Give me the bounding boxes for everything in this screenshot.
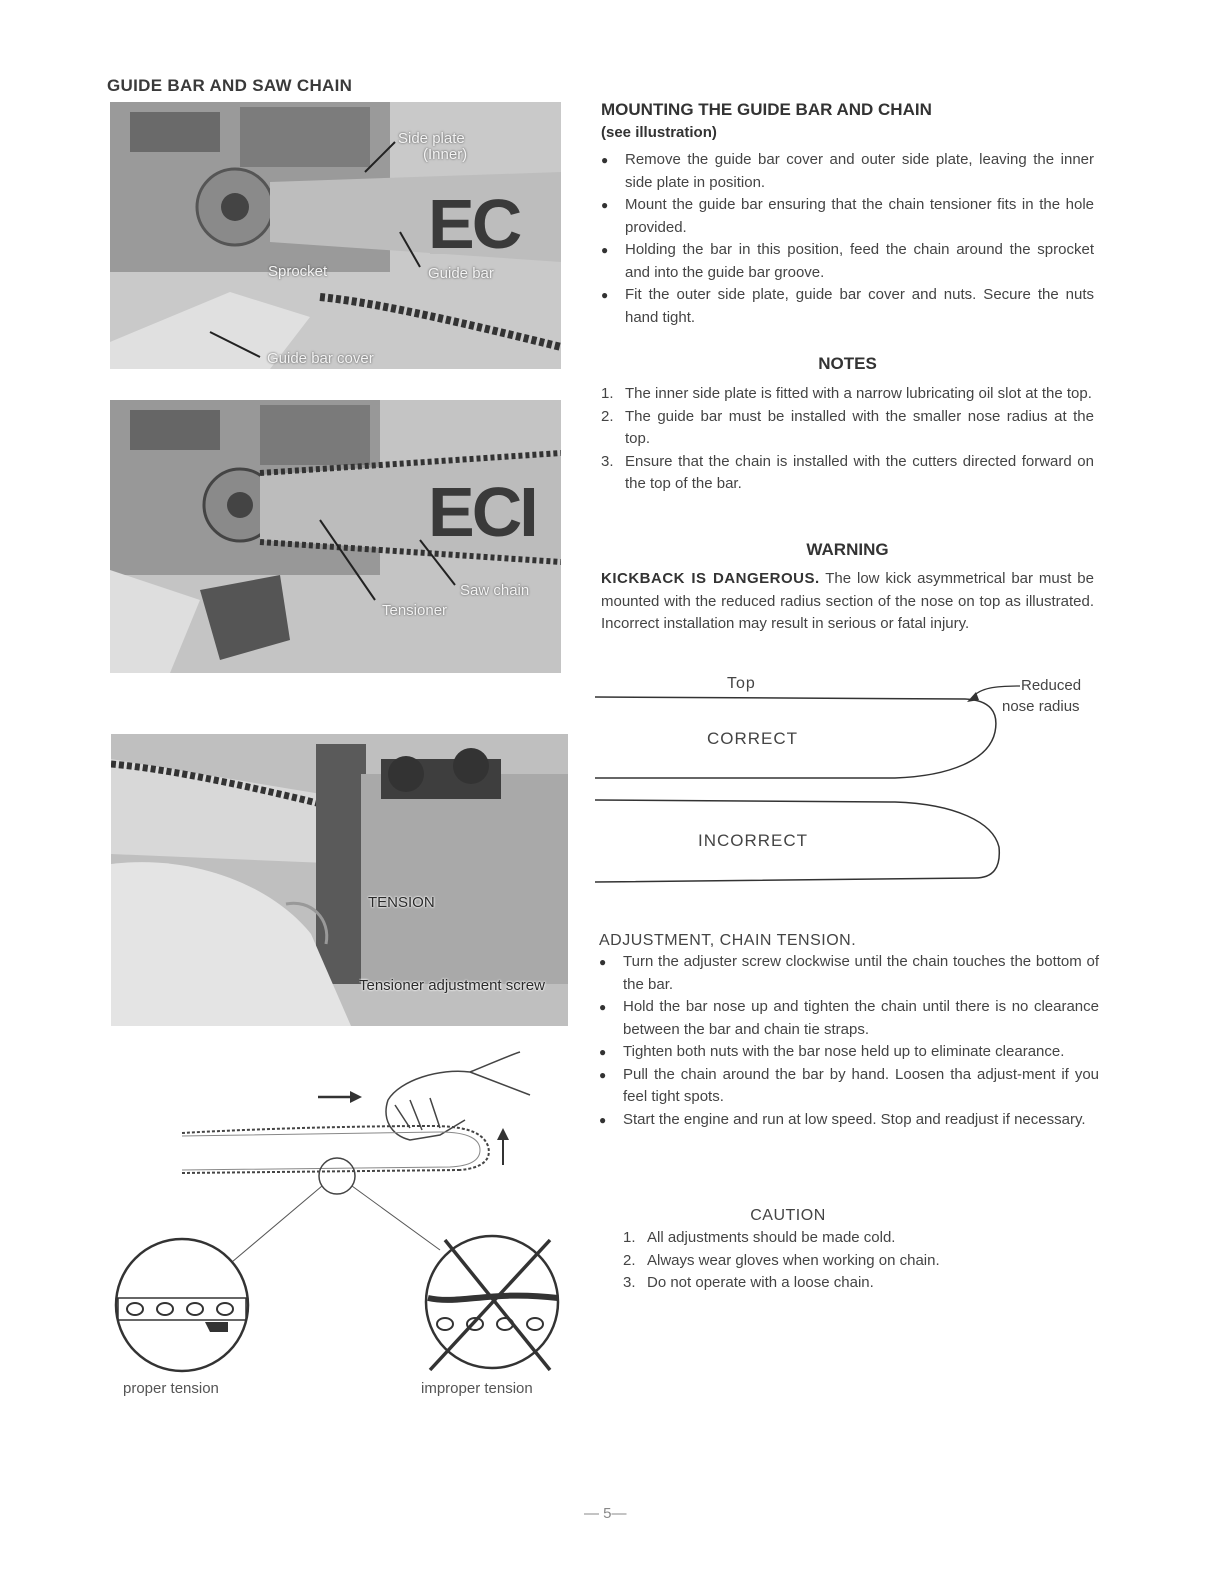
label-sprocket: Sprocket xyxy=(268,263,328,280)
label-tensioner-adjustment-screw: Tensioner adjustment screw xyxy=(359,977,545,994)
caution-section xyxy=(623,1207,953,1295)
notes-title: NOTES xyxy=(818,354,877,373)
top-label: Top xyxy=(727,675,756,692)
notes-list xyxy=(601,383,1094,496)
proper-tension-caption: proper tension xyxy=(123,1380,219,1397)
adjustment-steps xyxy=(599,951,1099,1131)
list-item: 3. Ensure that the chain is installed with the cutters directed forward on the top of the bar. xyxy=(601,452,1094,492)
proper-tension-detail xyxy=(116,1239,248,1371)
label-inner: (Inner) xyxy=(423,146,468,163)
reduced-label: Reduced xyxy=(1021,677,1082,694)
label-saw-chain: Saw chain xyxy=(460,582,530,599)
correct-label: CORRECT xyxy=(707,729,799,748)
incorrect-label: INCORRECT xyxy=(698,831,809,850)
list-item: 2. The guide bar must be installed with the smaller nose radius at the top. xyxy=(601,407,1094,447)
notes-section xyxy=(601,354,1094,496)
label-guide-bar: Guide bar xyxy=(428,265,494,282)
list-item: ● Turn the adjuster screw clockwise until the chain touches the bottom of the bar. xyxy=(599,951,1099,996)
list-item: ● Remove the guide bar cover and outer side plate, leaving the inner side plate in position. xyxy=(601,149,1094,194)
adjustment-section xyxy=(599,932,1099,1131)
chain-lower xyxy=(182,1170,460,1173)
list-item: ● Start the engine and run at low speed. Stop and readjust if necessary. xyxy=(599,1109,1099,1132)
page-number: — 5— xyxy=(584,1505,627,1522)
photo-chain-mounted xyxy=(110,400,561,673)
list-item: ● Tighten both nuts with the bar nose held up to eliminate clearance. xyxy=(599,1041,1099,1064)
list-item: ● Mount the guide bar ensuring that the chain tensioner fits in the hole provided. xyxy=(601,194,1094,239)
list-item: ● Fit the outer side plate, guide bar cover and nuts. Secure the nuts hand tight. xyxy=(601,284,1094,329)
mounting-title: MOUNTING THE GUIDE BAR AND CHAIN xyxy=(601,100,932,119)
photo-tension-adjust xyxy=(111,734,568,1026)
bar-brand-text: EC xyxy=(428,185,520,263)
list-item: 1. The inner side plate is fitted with a narrow lubricating oil slot at the top. xyxy=(601,385,1092,402)
section-title: GUIDE BAR AND SAW CHAIN xyxy=(107,76,353,95)
mounting-section xyxy=(601,100,1094,329)
list-item: 2. Always wear gloves when working on chain. xyxy=(623,1251,940,1269)
mounting-subtitle: (see illustration) xyxy=(601,124,717,141)
improper-tension-caption: improper tension xyxy=(421,1380,533,1397)
bar-outline xyxy=(182,1132,480,1170)
caution-list xyxy=(623,1227,953,1295)
nose-radius-label: nose radius xyxy=(1002,698,1080,715)
label-tensioner: Tensioner xyxy=(382,602,448,619)
caution-title: CAUTION xyxy=(750,1207,826,1224)
warning-lead: KICKBACK IS DANGEROUS. xyxy=(601,570,820,587)
warning-text: KICKBACK IS DANGEROUS. The low kick asymmetrical bar must be mounted with the reduced radius section of the nose on top as illustrated. Incorrect installation may result in serious or fatal injury. xyxy=(601,570,1094,632)
reduced-radius-arrow xyxy=(973,686,1020,697)
zoom-circle xyxy=(319,1158,355,1194)
label-tension: TENSION xyxy=(368,894,435,911)
label-side-plate: Side plate xyxy=(398,130,465,147)
improper-chain-links xyxy=(437,1318,543,1330)
mounting-steps xyxy=(601,149,1094,329)
proper-chain-links xyxy=(127,1303,233,1315)
photo-guide-bar-parts xyxy=(110,102,561,369)
list-item: 3. Do not operate with a loose chain. xyxy=(623,1274,874,1291)
warning-section xyxy=(601,540,1094,636)
tension-diagram xyxy=(110,1040,570,1380)
label-guide-bar-cover: Guide bar cover xyxy=(267,350,374,367)
list-item: ● Holding the bar in this position, feed the chain around the sprocket and into the guide bar groove. xyxy=(601,239,1094,284)
list-item: 1. All adjustments should be made cold. xyxy=(623,1229,896,1246)
list-item: ● Hold the bar nose up and tighten the chain until there is no clearance between the bar and chain tie straps. xyxy=(599,996,1099,1041)
list-item: ● Pull the chain around the bar by hand. Loosen tha adjust-ment if you feel tight spots. xyxy=(599,1064,1099,1109)
adjustment-title: ADJUSTMENT, CHAIN TENSION. xyxy=(599,932,857,949)
warning-title: WARNING xyxy=(806,540,889,559)
bar-brand-text-2: ECI xyxy=(428,473,536,551)
